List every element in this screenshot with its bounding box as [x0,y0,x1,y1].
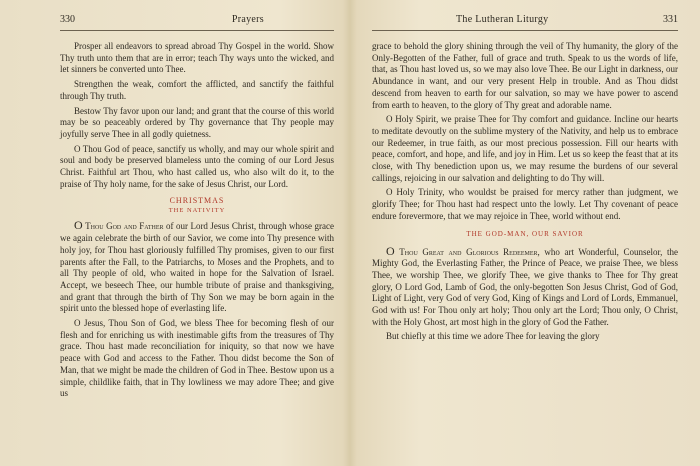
left-para-6: O Jesus, Thou Son of God, we bless Thee for becoming flesh of our flesh and for enriching us with inestimable gifts from the treasures of Thy grace. Thou hast made reconciliation for iniquity, so that now we have peace with God and access to the Father. Thou didst become the Son of Man, that we might be made the children of God in Thee. Bestow upon us a simple, childlike faith, that in Thy lowliness we may adore Thee; and give us [60,318,334,399]
right-page [350,0,700,466]
section-heading-christmas: CHRISTMAS [169,196,225,206]
left-para-3: Bestow Thy favor upon our land; and grant that the course of this world may be so peaceably ordered by Thy governance that Thy people may joyfully serve Thee in all godly quietness. [60,105,334,139]
section-subheading-nativity: THE NATIVITY [168,207,226,215]
opening-smallcaps: Thou God and Father [85,221,164,232]
section-heading-god-man: THE GOD-MAN, OUR SAVIOR [466,229,584,238]
right-para-3: O Holy Trinity, who wouldst be praised for mercy rather than judgment, we glorify Thee; for Thou hast had respect unto the lowly. Let Thy covenant of peace endure forevermore, that we may rejoice in Thee, world without end. [372,187,678,221]
para-body: of our Lord Jesus Christ, through whose grace we again celebrate the birth of our Savior, we come into Thy presence with holy joy, for Thou hast gloriously fulfilled Thy promises, given to our first parents after the Fall, to the Patriarchs, to Moses and the Prophets, and to all Thy people of old, who waited in hope for the Salvation of Israel. Accept, we beseech Thee, our humble tribute of praise and thanksgiving, and grant that through the birth of Thy Son we may be born again in the spirit unto the blessed hope of everlasting life. [60,221,334,314]
right-page-number: 331 [663,14,678,25]
right-running-title: The Lutheran Liturgy [456,14,549,25]
right-para-4 [372,243,678,329]
left-page-number: 330 [60,14,75,25]
right-para-2: O Holy Spirit, we praise Thee for Thy comfort and guidance. Incline our hearts to meditate devoutly on the sublime mystery of the Nativity, and help us to embrace our Redeemer, in true faith, as our most precious possession. Fill our hearts with peace, comfort, and hope, and life, and joy in Him. Let us so keep the feast that at its close, with Thy benediction upon us, we may resume the burdens of our several callings, rejoicing in our salvation and delighting to do Thy will. [372,114,678,183]
para-body: who art Wonderful, Counselor, the Mighty God, the Everlasting Father, the Prince of Peace, we praise Thee, we bless Thee, we worship Thee, we glorify Thee, we give thanks to Thee for Thy great glory, O Lord God, Lamb of God, the only-begotten Son Jesus Christ, God of God, Light of Light, very God of very God, King of Kings and Lord of Lords, Emmanuel, God with us! For Thou only art holy; Thou only art the Lord; Thou only, O Christ, with the Holy Ghost, art most high in the glory of God the Father. [372,246,678,327]
right-para-1: grace to behold the glory shining through the veil of Thy humanity, the glory of the Only-Begotten of the Father, full of grace and truth. Speak to us the words of life, that, as Thou hast loved us, so we may also love Thee. Be our Light in darkness, our Abundance in want, and our very present Help in trouble. And as Thou didst descend from heaven to earth for our salvation, so may we have power to ascend from earth to heaven, to the glory of Thy great and adorable name. [372,41,678,110]
dropcap: O [386,243,395,258]
left-para-2: Strengthen the weak, comfort the afflicted, and sanctify the faithful through Thy truth. [60,79,334,101]
left-running-head [60,14,334,31]
left-para-4: O Thou God of peace, sanctify us wholly, and may our whole spirit and soul and body be preserved blameless unto the coming of our Lord Jesus Christ. Faithful art Thou, who hast called us, who also wilt do it, to the praise of Thy holy name, for the sake of Jesus Christ, our Lord. [60,143,334,189]
right-para-5: But chiefly at this time we adore Thee for leaving the glory [386,331,600,342]
right-running-head [372,14,678,31]
left-para-1: Prosper all endeavors to spread abroad Thy Gospel in the world. Show Thy truth unto them that are in error; teach Thy ways unto the wicked, and let sinners be converted unto Thee. [60,41,334,75]
left-running-title: Prayers [231,14,264,25]
dropcap: O [74,218,83,233]
left-para-5 [60,220,334,315]
opening-smallcaps: Thou Great and Glorious Redeemer, [399,246,540,257]
